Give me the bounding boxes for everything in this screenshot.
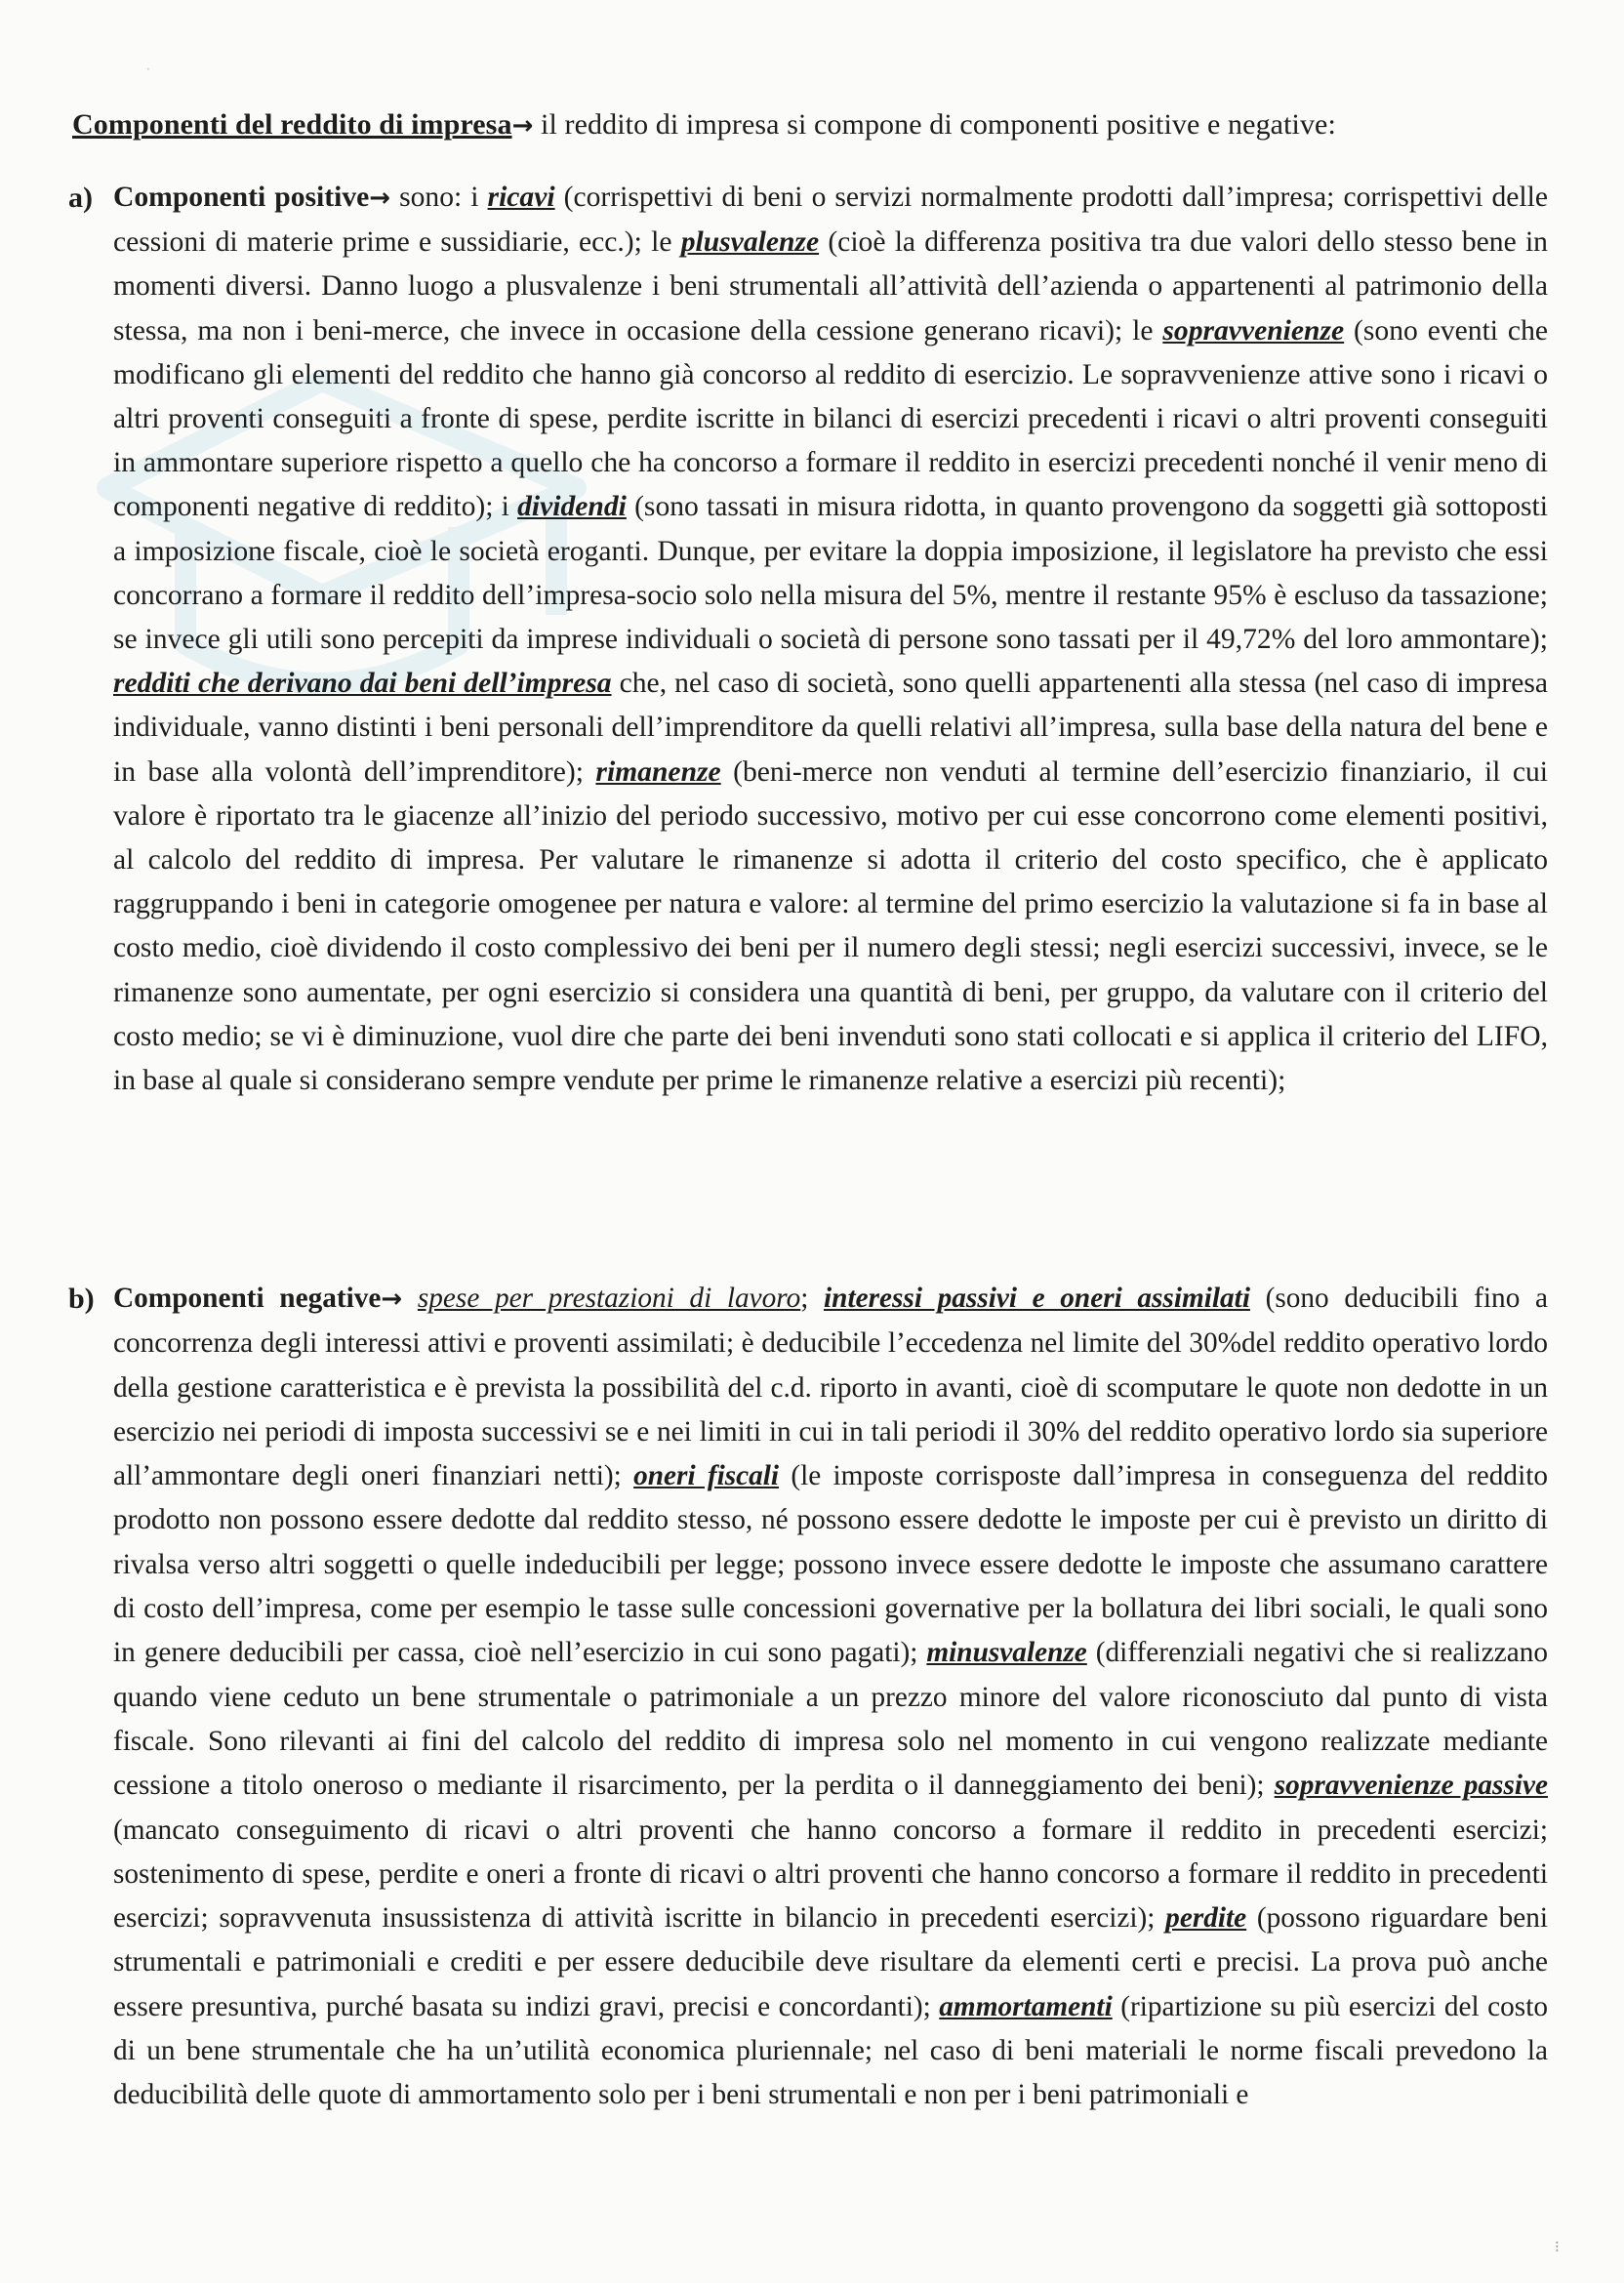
scan-speck: · [146, 62, 150, 76]
text-run: che, nel caso di società, sono quelli appartenenti alla stessa (nel caso di impresa individuale, vanno distinti i beni personali dell’imprenditore da quelli relativi all’impresa, sulla base della natura del bene e in base alla volontà dell’imprenditore); [113, 668, 1548, 788]
text-run: (cioè la differenza positiva tra due valori dello stesso bene in momenti diversi. Danno luogo a plusvalenze i beni strumentali all’attività dell’azienda o appartenenti al patrimonio della stessa, ma non i beni-merce, che invece in occasione della cessione generano ricavi); le [113, 226, 1548, 347]
term-rimanenze: rimanenze [595, 755, 721, 788]
right-arrow-icon: → [381, 1284, 403, 1314]
section-b-paragraph [113, 1277, 1548, 2118]
section-a-paragraph [113, 176, 1548, 1103]
text-run: sono: i [390, 182, 488, 213]
term-interessi-passivi: interessi passivi e oneri assimilati [824, 1283, 1250, 1314]
text-run: (corrispettivi di beni o servizi normalmente prodotti dall’impresa; corrispettivi delle cessioni di materie prime e sussidiarie, ecc.); le [113, 182, 1549, 259]
text-run: (differenziali negativi che si realizzano quando viene ceduto un bene strumentale o patrimoniale a un prezzo minore del valore riconosciuto dal punto di vista fiscale. Sono rilevanti ai fini del calcolo del reddito di impresa solo nel momento in cui vengono realizzate mediante cessione a titolo oneroso o mediante il risarcimento, per la perdita o il danneggiamento dei beni); [113, 1637, 1548, 1802]
text-run: (sono eventi che modificano gli elementi del reddito che hanno già concorso al reddito di esercizio. Le sopravvenienze attive sono i ricavi o altri proventi conseguiti a fronte di spese, perdite iscritte in bilanci di esercizi precedenti i ricavi o altri proventi conseguiti in ammontare superiore rispetto a quello che ha concorso a formare il reddito in esercizi precedenti nonché il venir meno di componenti negative di reddito); i [113, 314, 1548, 523]
heading-title: Componenti del reddito di impresa [72, 108, 512, 141]
term-minusvalenze: minusvalenze [926, 1637, 1087, 1669]
term-perdite: perdite [1165, 1902, 1247, 1935]
term-ammortamenti: ammortamenti [939, 1990, 1113, 2022]
text-run: ; [800, 1283, 825, 1314]
right-arrow-icon: → [511, 111, 534, 141]
text-run: (sono tassati in misura ridotta, in quanto provengono da soggetti già sottoposti a imposizione fiscale, cioè le società eroganti. Dunque, per evitare la doppia imposizione, il legislatore ha previsto che essi concorrano a formare il reddito dell’impresa-socio solo nella misura del 5%, mentre il restante 95% è escluso da tassazione; se invece gli utili sono percepiti da imprese individuali o società di persone sono tassati per il 49,72% del loro ammontare); [113, 491, 1548, 656]
term-sopravvenienze-passive: sopravvenienze passive [1274, 1770, 1548, 1802]
section-marker-b: b) [68, 1283, 95, 1315]
section-a-label: Componenti positive [113, 182, 370, 213]
text-run [402, 1283, 418, 1314]
term-redditi-beni-impresa: redditi che derivano dai beni dell’impresa [113, 668, 612, 700]
term-ricavi: ricavi [487, 182, 555, 213]
term-plusvalenze: plusvalenze [680, 226, 820, 259]
scan-corner-mark: ⁝ [1554, 2237, 1560, 2256]
section-marker-a: a) [68, 182, 93, 214]
section-b-label: Componenti negative [113, 1283, 382, 1314]
text-run: (possono riguardare beni strumentali e patrimoniali e crediti e per essere deducibile deve risultare da elementi certi e precisi. La prova può anche essere presuntiva, purché basata su indizi gravi, precisi e concordanti); [113, 1902, 1549, 2022]
right-arrow-icon: → [369, 183, 391, 213]
text-run: (sono deducibili fino a concorrenza degli interessi attivi e proventi assimilati; è deducibile l’eccedenza nel limite del 30%del reddito operativo lordo della gestione caratteristica e è prevista la possibilità del c.d. riporto in avanti, cioè di scomputare le quote non dedotte in un esercizio nei periodi di imposta successivi se e nei limiti in cui in tali periodi il 30% del reddito operativo lordo sia superiore all’ammontare degli oneri finanziari netti); [113, 1283, 1548, 1492]
text-run: (beni-merce non venduti al termine dell’esercizio finanziario, il cui valore è riportato tra le giacenze all’inizio del periodo successivo, motivo per cui esse concorrono come elementi positivi, al calcolo del reddito di impresa. Per valutare le rimanenze si adotta il criterio del costo specifico, che è applicato raggruppando i beni in categorie omogenee per natura e valore: al termine del primo esercizio la valutazione si fa in base al costo medio, cioè dividendo il costo complessivo dei beni per il numero degli stessi; negli esercizi successivi, invece, se le rimanenze sono aumentate, per ogni esercizio si considera una quantità di beni, per gruppo, da valutare con il criterio del costo medio; se vi è diminuzione, vuol dire che parte dei beni invenduti sono stati collocati e si applica il criterio del LIFO, in base al quale si considerano sempre vendute per prime le rimanenze relative a esercizi più recenti); [113, 755, 1548, 1097]
text-run: (le imposte corrisposte dall’impresa in conseguenza del reddito prodotto non possono essere dedotte dal reddito stesso, né possono essere dedotte le imposte per cui è previsto un diritto di rivalsa verso altri soggetti o quelle indeducibili per legge; possono invece essere dedotte le imposte che assumano carattere di costo dell’impresa, come per esempio le tasse sulle concessioni governative per la bollatura dei libri sociali, le quali sono in genere deducibili per cassa, cioè nell’esercizio in cui sono pagati); [113, 1460, 1549, 1669]
text-run: (mancato conseguimento di ricavi o altri proventi che hanno concorso a formare il reddito in precedenti esercizi; sostenimento di spese, perdite e oneri a fronte di ricavi o altri proventi che hanno concorso a formare il reddito in precedenti esercizi; sopravvenuta insussistenza di attività iscritte in bilancio in precedenti esercizi); [113, 1814, 1548, 1935]
term-spese-prestazioni-lavoro: spese per prestazioni di lavoro [417, 1283, 801, 1314]
term-sopravvenienze: sopravvenienze [1162, 314, 1345, 347]
section-heading [72, 105, 1556, 145]
term-dividendi: dividendi [517, 491, 627, 523]
heading-text: il reddito di impresa si compone di componenti positive e negative: [533, 108, 1336, 141]
text-run: (ripartizione su più esercizi del costo di un bene strumentale che ha un’utilità economica pluriennale; nel caso di beni materiali le norme fiscali prevedono la deducibilità delle quote di ammortamento solo per i beni strumentali e non per i beni patrimoniali e [113, 1990, 1548, 2111]
term-oneri-fiscali: oneri fiscali [633, 1460, 780, 1492]
